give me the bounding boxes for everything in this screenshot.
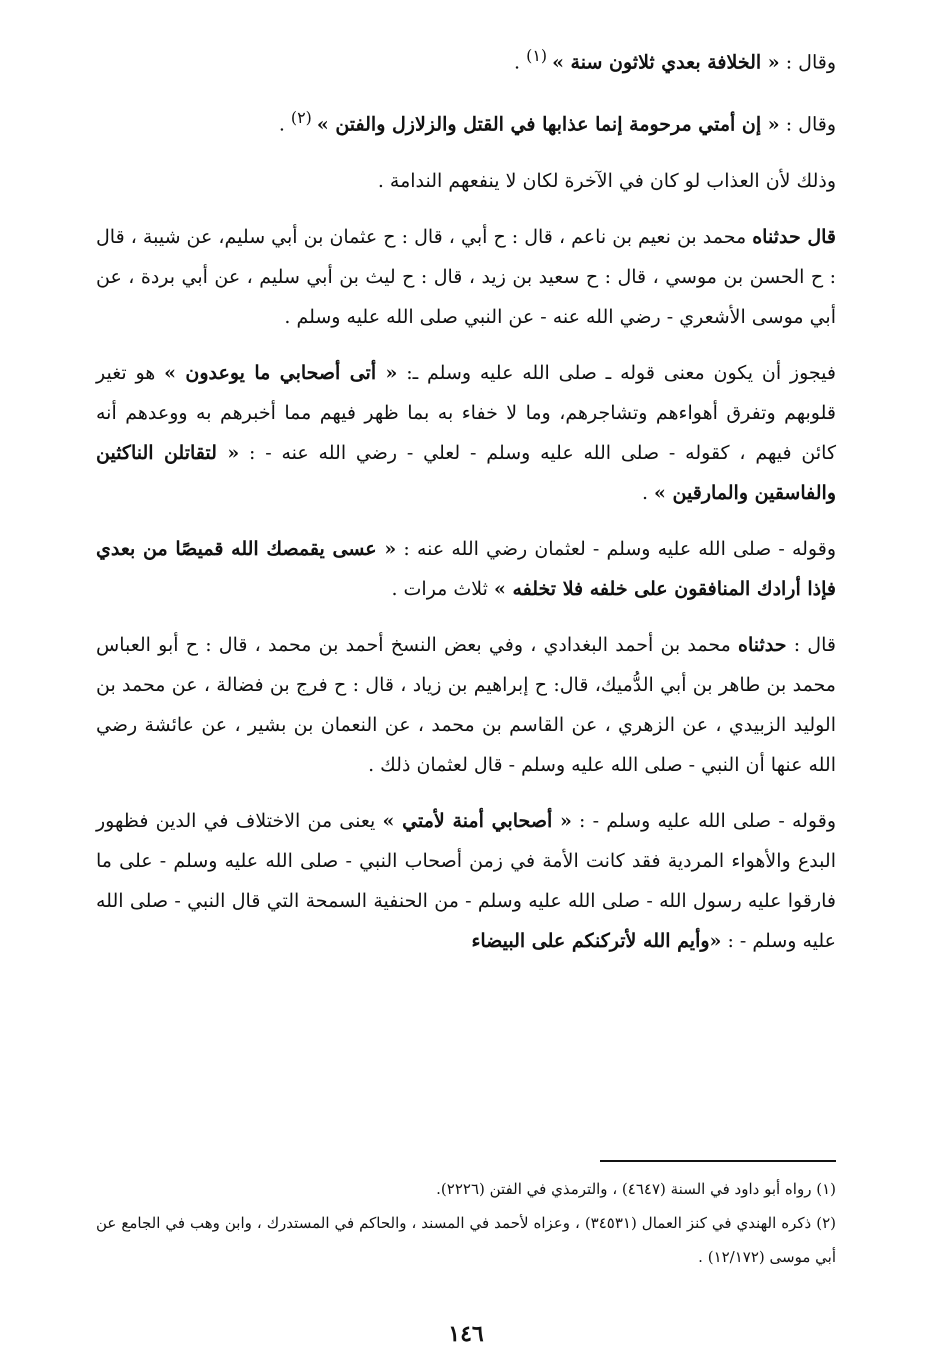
p1-tail: .: [514, 51, 527, 74]
paragraph-8: [96, 801, 836, 961]
p8-hadith-quote-2: «وأيم الله لأتركنكم على البيضاء: [471, 929, 722, 952]
paragraph-3: [96, 161, 836, 201]
footnote-ref-1: (١): [526, 46, 553, 65]
paragraph-1: [96, 36, 836, 82]
p1-lead: وقال :: [779, 51, 836, 74]
p8-mid: يعنى من الاختلاف في الدين فظهور البدع والأهواء المردية فقد كانت الأمة في زمن أصحاب النبي - صلى الله عليه وسلم - على ما فارقوا عليه رسول الله - صلى الله عليه وسلم - من الحنفية السمحة التي قال النبي - صلى الله عليه وسلم - :: [96, 809, 836, 952]
paragraph-4-isnad: [96, 217, 836, 337]
p7-bold: حدثناه: [738, 633, 787, 656]
paragraph-7-isnad: [96, 625, 836, 785]
p6-tail: ثلاث مرات .: [391, 577, 494, 600]
footnote-1: (١) رواه أبو داود في السنة (٤٦٤٧) ، والترمذي في الفتن (٢٢٢٦).: [436, 1180, 836, 1198]
p6-lead: وقوله - صلى الله عليه وسلم - لعثمان رضي الله عنه :: [396, 537, 837, 560]
p1-hadith-quote: « الخلافة بعدي ثلاثون سنة »: [552, 51, 780, 74]
p3-text: وذلك لأن العذاب لو كان في الآخرة لكان لا ينفعهم الندامة .: [377, 169, 836, 192]
footnote-ref-2: (٢): [290, 108, 317, 128]
p6-hadith-quote: « عسى يقمصك الله قميصًا من بعدي فإذا أرادك المنافقون على خلفه فلا تخلفه »: [96, 537, 836, 600]
p7-lead: قال :: [786, 633, 836, 656]
p4-text: محمد بن نعيم بن ناعم ، قال : ح أبي ، قال : ح عثمان بن أبي سليم، عن شيبة ، قال : ح الحسن بن موسي ، قال : ح سعيد بن زيد ، قال : ح ليث بن أبي سليم ، عن أبي بردة ، عن أبي موسى الأشعري - رضي الله عنه - عن النبي صلى الله عليه وسلم .: [96, 225, 836, 328]
footnotes: [96, 1172, 836, 1274]
p2-hadith-quote: « إن أمتي مرحومة إنما عذابها في القتل والزلازل والفتن »: [316, 113, 780, 136]
p5-tail: .: [641, 481, 655, 504]
p8-lead: وقوله - صلى الله عليه وسلم - :: [571, 809, 837, 832]
footnote-2: (٢) ذكره الهندي في كنز العمال (٣٤٥٣١) ، وعزاه لأحمد في المسند ، والحاكم في المستدرك ، وابن وهب في الجامع عن أبي موسى (١٢/١٧٢) .: [96, 1214, 836, 1266]
paragraph-5: [96, 353, 836, 513]
book-page: [96, 36, 836, 1346]
p8-hadith-quote-1: « أصحابي أمنة لأمتي »: [382, 809, 572, 832]
p5-lead: فيجوز أن يكون معنى قوله ـ صلى الله عليه وسلم ـ:: [397, 361, 836, 384]
p5-mid: هو تغير قلوبهم وتفرق أهواءهم وتشاجرهم، وما لا خفاء به بما ظهر فيهم مما أخبرهم به ووعدهم أنه كائن فيهم ، كقوله - صلى الله عليه وسلم - لعلي - رضي الله عنه - :: [96, 361, 836, 464]
p5-hadith-quote-2: « لتقاتلن الناكثين والفاسقين والمارقين »: [96, 441, 836, 504]
paragraph-6: [96, 529, 836, 609]
p2-lead: وقال :: [779, 113, 836, 136]
p4-lead: قال حدثناه: [752, 225, 836, 248]
footnote-divider: [600, 1160, 836, 1162]
p7-text: محمد بن أحمد البغدادي ، وفي بعض النسخ أحمد بن محمد ، قال : ح أبو العباس محمد بن طاهر بن أبي الدُّميك، قال: ح إبراهيم بن زياد ، قال : ح فرج بن فضالة ، عن محمد بن الوليد الزبيدي ، عن الزهري ، عن القاسم بن محمد ، عن النعمان بن بشير ، عن عائشة رضي الله عنها أن النبي - صلى الله عليه وسلم - قال لعثمان ذلك .: [96, 633, 836, 776]
page-number: ١٤٦: [448, 1321, 484, 1347]
paragraph-2: [96, 98, 836, 144]
p2-tail: .: [278, 113, 291, 136]
p5-hadith-quote-1: « أتى أصحابي ما يوعدون »: [164, 361, 398, 384]
